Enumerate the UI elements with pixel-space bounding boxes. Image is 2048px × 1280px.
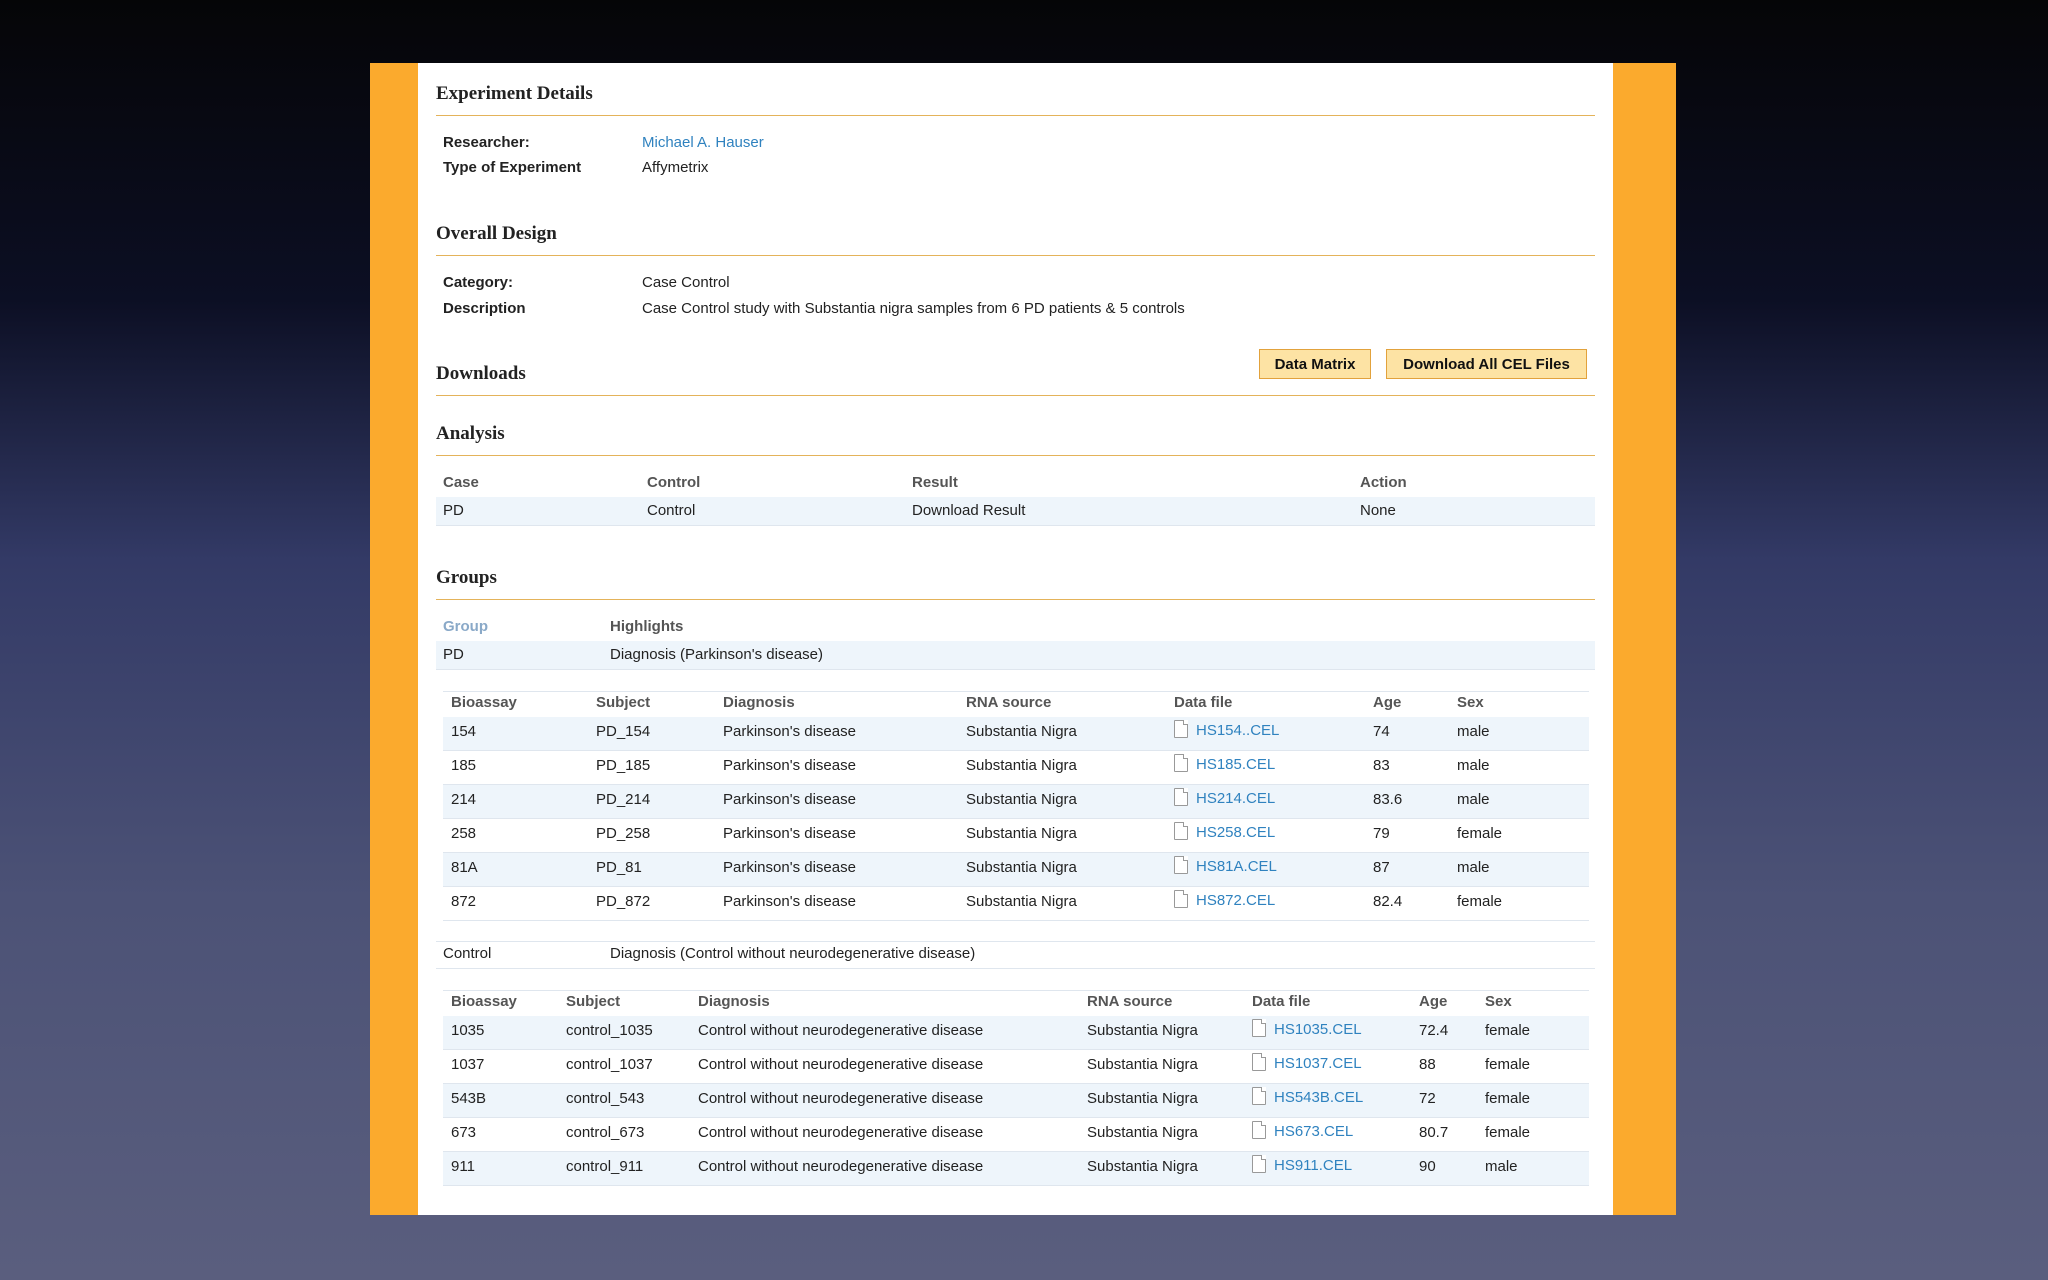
- subject-link[interactable]: control_1035: [566, 1022, 653, 1039]
- data-file-cell: [1174, 720, 1279, 739]
- group-highlight: Diagnosis (Parkinson's disease): [610, 646, 823, 663]
- description-label: Description: [443, 300, 526, 317]
- sex-cell: female: [1485, 1124, 1531, 1141]
- divider: [436, 115, 1595, 116]
- header-subject: Subject: [566, 993, 621, 1010]
- bioassay-link[interactable]: 1035: [451, 1022, 485, 1039]
- divider: [436, 941, 1595, 942]
- header-bioassay: Bioassay: [451, 694, 517, 711]
- diagnosis-cell: Parkinson's disease: [723, 757, 856, 774]
- group-name: PD: [443, 646, 464, 663]
- diagnosis-cell: Control without neurodegenerative disease: [698, 1022, 984, 1039]
- diagnosis-cell: Control without neurodegenerative disease: [698, 1056, 984, 1073]
- analysis-header-case: Case: [443, 474, 479, 491]
- age-cell: 72: [1419, 1090, 1436, 1107]
- sex-cell: male: [1457, 757, 1490, 774]
- analysis-control: Control: [647, 502, 696, 519]
- subject-link[interactable]: control_673: [566, 1124, 645, 1141]
- data-file-link[interactable]: HS673.CEL: [1274, 1123, 1354, 1140]
- header-bioassay: Bioassay: [451, 993, 517, 1010]
- file-icon: [1252, 1053, 1266, 1071]
- data-file-link[interactable]: HS911.CEL: [1274, 1157, 1353, 1174]
- file-icon: [1174, 856, 1188, 874]
- rna-source-cell: Substantia Nigra: [1087, 1056, 1198, 1073]
- header-rna-source: RNA source: [1087, 993, 1173, 1010]
- file-icon: [1174, 788, 1188, 806]
- analysis-header-control: Control: [647, 474, 701, 491]
- analysis-case: PD: [443, 502, 464, 519]
- subject-link[interactable]: PD_185: [596, 757, 651, 774]
- group-name: Control: [443, 945, 492, 962]
- subject-link[interactable]: control_1037: [566, 1056, 653, 1073]
- subject-link[interactable]: PD_258: [596, 825, 651, 842]
- analysis-header-result: Result: [912, 474, 958, 491]
- diagnosis-cell: Control without neurodegenerative disease: [698, 1158, 984, 1175]
- groups-header-highlights: Highlights: [610, 618, 684, 635]
- data-file-link[interactable]: HS81A.CEL: [1196, 858, 1277, 875]
- diagnosis-cell: Parkinson's disease: [723, 791, 856, 808]
- diagnosis-cell: Parkinson's disease: [723, 859, 856, 876]
- sex-cell: male: [1457, 859, 1490, 876]
- age-cell: 79: [1373, 825, 1390, 842]
- bioassay-link[interactable]: 543B: [451, 1090, 487, 1107]
- data-file-link[interactable]: HS214.CEL: [1196, 790, 1276, 807]
- header-sex: Sex: [1457, 694, 1484, 711]
- subject-link[interactable]: PD_154: [596, 723, 651, 740]
- sex-cell: female: [1457, 825, 1503, 842]
- data-file-link[interactable]: HS872.CEL: [1196, 892, 1276, 909]
- divider: [436, 255, 1595, 256]
- subject-link[interactable]: control_911: [566, 1158, 644, 1175]
- groups-header-group[interactable]: Group: [443, 618, 488, 635]
- diagnosis-cell: Parkinson's disease: [723, 723, 856, 740]
- experiment-type-label: Type of Experiment: [443, 159, 582, 176]
- experiment-details-heading: Experiment Details: [436, 83, 593, 104]
- category-value: Case Control: [642, 274, 730, 291]
- data-file-cell: [1174, 822, 1275, 841]
- header-sex: Sex: [1485, 993, 1512, 1010]
- file-icon: [1252, 1155, 1266, 1173]
- rna-source-cell: Substantia Nigra: [1087, 1022, 1198, 1039]
- header-data-file: Data file: [1252, 993, 1311, 1010]
- rna-source-cell: Substantia Nigra: [1087, 1090, 1198, 1107]
- analysis-header-action: Action: [1360, 474, 1407, 491]
- file-icon: [1174, 720, 1188, 738]
- age-cell: 74: [1373, 723, 1390, 740]
- rna-source-cell: Substantia Nigra: [966, 757, 1077, 774]
- download-all-cel-button[interactable]: Download All CEL Files: [1386, 349, 1587, 379]
- diagnosis-cell: Control without neurodegenerative disease: [698, 1090, 984, 1107]
- rna-source-cell: Substantia Nigra: [1087, 1124, 1198, 1141]
- bioassay-link[interactable]: 911: [451, 1158, 475, 1175]
- subject-link[interactable]: PD_214: [596, 791, 651, 808]
- experiment-type-value: Affymetrix: [642, 159, 709, 176]
- header-rna-source: RNA source: [966, 694, 1052, 711]
- group-row-pd: [436, 641, 1595, 670]
- file-icon: [1174, 890, 1188, 908]
- header-diagnosis: Diagnosis: [698, 993, 770, 1010]
- subject-link[interactable]: PD_81: [596, 859, 642, 876]
- rna-source-cell: Substantia Nigra: [966, 791, 1077, 808]
- divider: [436, 968, 1595, 969]
- sex-cell: male: [1457, 791, 1490, 808]
- age-cell: 87: [1373, 859, 1390, 876]
- rna-source-cell: Substantia Nigra: [966, 723, 1077, 740]
- sex-cell: female: [1485, 1056, 1531, 1073]
- divider: [436, 455, 1595, 456]
- bioassay-link[interactable]: 258: [451, 825, 477, 842]
- sex-cell: female: [1485, 1022, 1531, 1039]
- bioassay-link[interactable]: 214: [451, 791, 477, 808]
- data-file-cell: [1174, 856, 1277, 875]
- data-file-link[interactable]: HS258.CEL: [1196, 824, 1276, 841]
- sex-cell: male: [1457, 723, 1490, 740]
- data-file-link[interactable]: HS1037.CEL: [1274, 1055, 1362, 1072]
- bioassay-link[interactable]: 673: [451, 1124, 477, 1141]
- data-file-cell: [1174, 754, 1275, 773]
- table-divider: [443, 691, 1589, 692]
- age-cell: 83.6: [1373, 791, 1403, 808]
- data-file-cell: [1252, 1019, 1362, 1038]
- data-file-cell: [1252, 1155, 1352, 1174]
- overall-design-heading: Overall Design: [436, 223, 557, 244]
- header-diagnosis: Diagnosis: [723, 694, 795, 711]
- description-value: Case Control study with Substantia nigra samples from 6 PD patients & 5 controls: [642, 300, 1185, 317]
- category-label: Category:: [443, 274, 514, 291]
- bioassay-link[interactable]: 81A: [451, 859, 478, 876]
- data-file-cell: [1174, 788, 1275, 807]
- group-highlight: Diagnosis (Control without neurodegenerative disease): [610, 945, 976, 962]
- data-file-cell: [1174, 890, 1275, 909]
- diagnosis-cell: Parkinson's disease: [723, 825, 856, 842]
- data-file-cell: [1252, 1053, 1362, 1072]
- diagnosis-cell: Parkinson's disease: [723, 893, 856, 910]
- age-cell: 88: [1419, 1056, 1436, 1073]
- sex-cell: female: [1457, 893, 1503, 910]
- subject-link[interactable]: control_543: [566, 1090, 645, 1107]
- researcher-link[interactable]: Michael A. Hauser: [642, 134, 764, 151]
- age-cell: 80.7: [1419, 1124, 1449, 1141]
- download-result-link[interactable]: Download Result: [912, 502, 1026, 519]
- header-subject: Subject: [596, 694, 651, 711]
- rna-source-cell: Substantia Nigra: [966, 825, 1077, 842]
- file-icon: [1252, 1121, 1266, 1139]
- subject-link[interactable]: PD_872: [596, 893, 651, 910]
- bioassay-link[interactable]: 1037: [451, 1056, 485, 1073]
- age-cell: 82.4: [1373, 893, 1403, 910]
- slide-frame: [370, 63, 1676, 1215]
- file-icon: [1174, 822, 1188, 840]
- bioassay-link[interactable]: 185: [451, 757, 477, 774]
- data-file-link[interactable]: HS185.CEL: [1196, 756, 1276, 773]
- header-data-file: Data file: [1174, 694, 1233, 711]
- table-divider: [443, 990, 1589, 991]
- header-age: Age: [1373, 694, 1402, 711]
- data-file-link[interactable]: HS154..CEL: [1196, 722, 1280, 739]
- file-icon: [1252, 1087, 1266, 1105]
- age-cell: 90: [1419, 1158, 1436, 1175]
- diagnosis-cell: Control without neurodegenerative disease: [698, 1124, 984, 1141]
- bioassay-link[interactable]: 154: [451, 723, 477, 740]
- header-age: Age: [1419, 993, 1448, 1010]
- data-file-cell: [1252, 1121, 1353, 1140]
- groups-heading: Groups: [436, 567, 497, 588]
- analysis-heading: Analysis: [436, 423, 505, 444]
- data-file-link[interactable]: HS543B.CEL: [1274, 1089, 1364, 1106]
- age-cell: 72.4: [1419, 1022, 1449, 1039]
- researcher-label: Researcher:: [443, 134, 530, 151]
- divider: [436, 599, 1595, 600]
- rna-source-cell: Substantia Nigra: [1087, 1158, 1198, 1175]
- downloads-heading: Downloads: [436, 363, 526, 384]
- file-icon: [1174, 754, 1188, 772]
- rna-source-cell: Substantia Nigra: [966, 893, 1077, 910]
- data-matrix-button[interactable]: Data Matrix: [1259, 349, 1371, 379]
- divider: [436, 395, 1595, 396]
- data-file-cell: [1252, 1087, 1363, 1106]
- data-file-link[interactable]: HS1035.CEL: [1274, 1021, 1362, 1038]
- sex-cell: male: [1485, 1158, 1518, 1175]
- analysis-action: None: [1360, 502, 1396, 519]
- sex-cell: female: [1485, 1090, 1531, 1107]
- file-icon: [1252, 1019, 1266, 1037]
- experiment-page: [418, 63, 1613, 1215]
- rna-source-cell: Substantia Nigra: [966, 859, 1077, 876]
- age-cell: 83: [1373, 757, 1390, 774]
- analysis-row: [436, 497, 1595, 526]
- bioassay-link[interactable]: 872: [451, 893, 477, 910]
